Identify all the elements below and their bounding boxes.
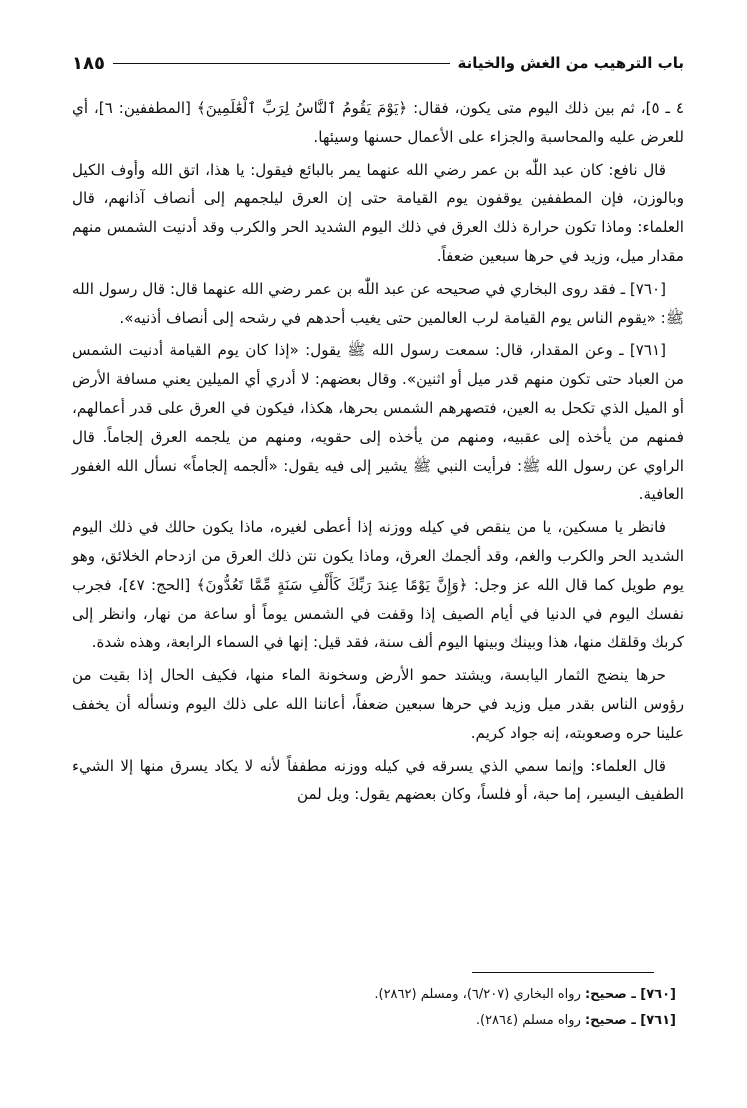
page-number: ١٨٥ <box>72 52 105 74</box>
footnotes <box>72 982 676 1034</box>
paragraph: فانظر يا مسكين، يا من ينقص في كيله ووزنه إذا أعطى لغيره، ماذا يكون حالك في ذلك اليوم الشديد الحر والكرب والغم، وقد ألجمك العرق، وماذا يكون نتن ذلك العرق من ازدحام الخلائق، وهو يوم طويل كما قال الله عز وجل: ﴿وَإِنَّ يَوْمًا عِندَ رَبِّكَ كَأَلْفِ سَنَةٍ مِّمَّا تَعُدُّونَ﴾ [الحج: ٤٧]، فجرب نفسك اليوم في الدنيا في أيام الصيف إذا وقفت في الشمس يوماً أو ساعة من نهار، وانظر إلى كربك وقلقك منها، هذا وبينك وبينها اليوم ألف سنة، فقد قيل: إنها في السماء الرابعة، وهذه شدة. <box>72 518 684 652</box>
paragraph: قال العلماء: وإنما سمي الذي يسرقه في كيله ووزنه مطففاً لأنه لا يكاد يسرق منها إلا الشيء الطفيف اليسير، إما حبة، أو فلساً، وكان بعضهم يقول: ويل لمن <box>72 756 684 804</box>
paragraph: [٧٦٠] ـ فقد روى البخاري في صحيحه عن عبد اللّٰه بن عمر رضي الله عنهما قال: قال رسول الله ﷺ: «يقوم الناس يوم القيامة لرب العالمين حتى يغيب أحدهم في رشحه إلى أنصاف أذنيه». <box>72 279 684 327</box>
paragraph: ٤ ـ ٥]، ثم بين ذلك اليوم متى يكون، فقال: ﴿يَوْمَ يَقُومُ ٱلنَّاسُ لِرَبِّ ٱلْعَٰلَمِينَ﴾ [المطففين: ٦]، أي للعرض عليه والمحاسبة والجزاء على الأعمال حسنها وسيئها. <box>72 99 684 146</box>
footnote-ref: [٧٦٠] ـ صحيح: <box>584 987 676 1002</box>
footnote <box>72 1008 676 1034</box>
body-text <box>72 94 684 813</box>
footnote-ref: [٧٦١] ـ صحيح: <box>584 1013 676 1028</box>
paragraph: [٧٦١] ـ وعن المقدار، قال: سمعت رسول الله ﷺ يقول: «إذا كان يوم القيامة أدنيت الشمس من العباد حتى تكون منهم قدر ميل أو اثنين». وقال بعضهم: لا أدري أي الميلين يعني مسافة الأرض أو الميل الذي تكحل به العين، فتصهرهم الشمس بحرها، هكذا، فيكون في العرق على قدر أعمالهم، فمنهم من يأخذه إلى عقبيه، ومنهم من يأخذه إلى حقويه، ومنهم من يلجمه العرق إلجاماً. قال الراوي عن رسول الله ﷺ: فرأيت النبي ﷺ يشير إلى فيه يقول: «ألجمه إلجاماً» نسأل الله الغفور العافية. <box>72 341 684 504</box>
footnote-divider <box>472 972 654 973</box>
chapter-title: باب الترهيب من الغش والخيانة <box>457 54 684 72</box>
paragraph: حرها ينضج الثمار اليابسة، ويشتد حمو الأرض وسخونة الماء منها، فكيف الحال إذا بقيت من رؤوس الناس بقدر ميل وزيد في حرها سبعين ضعفاً، أعاننا الله على ذلك اليوم ونسأله أن يخفف علينا حره وصعوبته، إنه جواد كريم. <box>72 666 684 742</box>
header-rule <box>113 63 450 64</box>
paragraph: قال نافع: كان عبد اللّٰه بن عمر رضي الله عنهما يمر بالبائع فيقول: يا هذا، اتق الله وأوف الكيل وبالوزن، فإن المطففين يوقفون يوم القيامة حتى إن العرق ليلجمهم إلى أنصاف آذانهم، قال العلماء: وماذا تكون حرارة ذلك العرق في ذلك اليوم الشديد الحر والكرب وقد أدنيت الشمس منهم مقدار ميل، وزيد في حرها سبعين ضعفاً. <box>72 160 684 265</box>
footnote <box>72 982 676 1008</box>
page-header <box>72 50 684 76</box>
footnote-text: رواه مسلم (٢٨٦٤). <box>475 1013 585 1028</box>
footnote-text: رواه البخاري (٦/٢٠٧)، ومسلم (٢٨٦٢). <box>374 987 585 1002</box>
